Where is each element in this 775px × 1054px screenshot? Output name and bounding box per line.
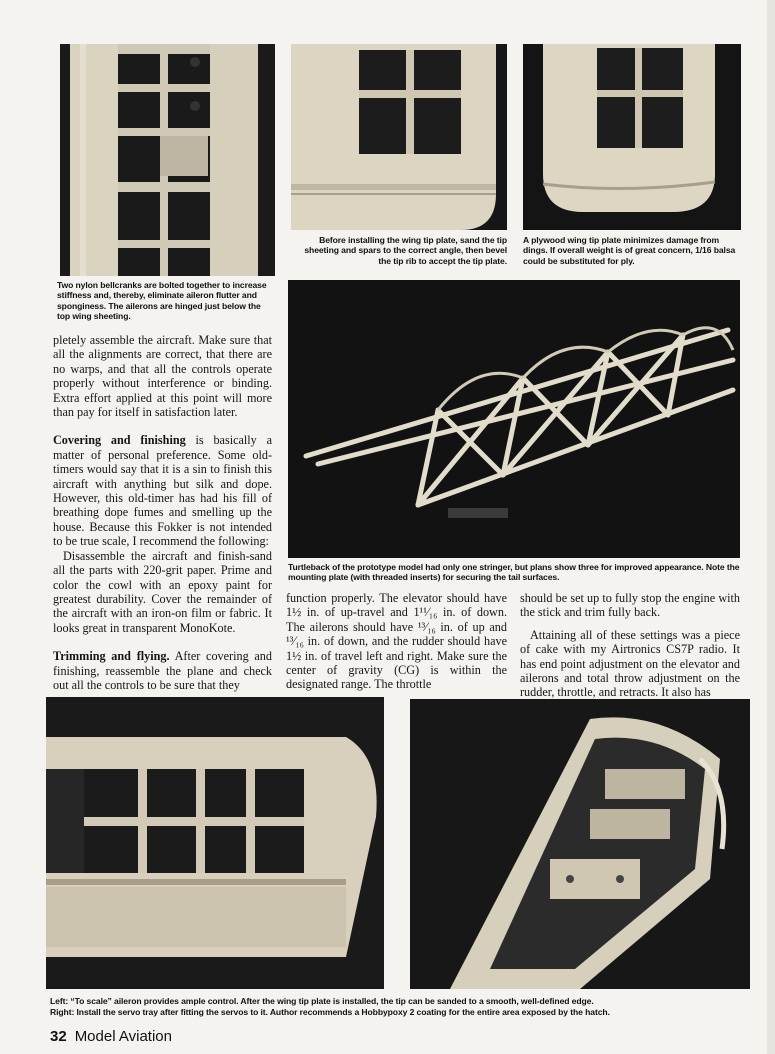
photo-scale-aileron — [46, 697, 384, 989]
photo-servo-tray — [410, 699, 750, 989]
heading-trimming: Trimming and flying. — [53, 649, 170, 664]
article-column-1 — [53, 333, 272, 692]
paragraph-disassemble: Disassemble the aircraft and finish-sand all the parts with 220-grit paper. Prime and color the cowl with an epoxy paint for greatest durability. Cover the remainder of the aircraft with an iron-on film or fabric. It looks great in transparent MonoKote. — [53, 548, 272, 635]
caption-bottom-left: Left: “To scale” aileron provides ample control. After the wing tip plate is installed, the tip can be sanded to a smooth, well-defined edge. — [50, 996, 594, 1006]
article-column-2 — [286, 591, 507, 692]
page-edge — [767, 0, 775, 1054]
paragraph-trimming: Trimming and flying. After covering and finishing, reassemble the plane and check out all the controls to be sure that they — [53, 649, 272, 692]
paragraph-covering: Covering and finishing is basically a matter of personal preference. Some old-timers would say that it is a sin to finish this aircraft with anything but silk and dope. However, this old-timer has had his fill of breathing dope fumes and smelling up the house. Because this Fokker is not intended to be true scale, I recommend the following: — [53, 433, 272, 549]
photo-plywood-tip-plate — [523, 44, 741, 230]
caption-turtleback: Turtleback of the prototype model had only one stringer, but plans show three for improved appearance. Note the mounting plate (with threaded inserts) for securing the tail surfaces. — [288, 562, 740, 583]
heading-covering: Covering and finishing — [53, 433, 186, 448]
paragraph-throttle: should be set up to fully stop the engine with the stick and trim fully back. — [520, 591, 740, 620]
paragraph-assemble: pletely assemble the aircraft. Make sure that all the alignments are correct, that there are no warps, and that all the controls operate properly without interference or binding. Extra effort applied at this point will more than pay for itself in satisfaction later. — [53, 333, 272, 420]
publication-name: Model Aviation — [74, 1028, 172, 1045]
page-footer — [50, 1028, 172, 1045]
photo-wing-tip-bevel — [291, 44, 507, 230]
page-number: 32 — [50, 1028, 67, 1045]
caption-bellcranks: Two nylon bellcranks are bolted together to increase stiffness and, thereby, eliminate aileron flutter and sponginess. The ailerons are hinged just below the top wing sheeting. — [57, 280, 267, 322]
caption-bottom-right: Right: Install the servo tray after fitting the servos to it. Author recommends a Hobbypoxy 2 coating for the entire area exposed by the hatch. — [50, 1007, 610, 1017]
caption-tip-bevel: Before installing the wing tip plate, sand the tip sheeting and spars to the correct angle, then bevel the tip rib to accept the tip plate. — [304, 235, 507, 266]
paragraph-control-throws: function properly. The elevator should have 1½ in. of up-travel and 1¹¹⁄₁₆ in. of down. The ailerons should have ¹³⁄₁₆ in. of up and ¹³⁄₁₆ in. of down, and the rudder should have 1½ in. of travel left and right. Make sure the center of gravity (CG) is within the designated range. The throttle — [286, 591, 507, 692]
photo-turtleback-fuselage — [288, 280, 740, 558]
photo-wing-bellcranks — [60, 44, 275, 276]
paragraph-radio: Attaining all of these settings was a piece of cake with my Airtronics CS7P radio. It has end point adjustment on the elevator and ailerons and total throw adjustment on the rudder, throttle, and retracts. It also has — [520, 627, 740, 700]
caption-plywood-tip: A plywood wing tip plate minimizes damage from dings. If overall weight is of great concern, 1/16 balsa could be substituted for ply. — [523, 235, 736, 266]
article-column-3 — [520, 591, 740, 700]
